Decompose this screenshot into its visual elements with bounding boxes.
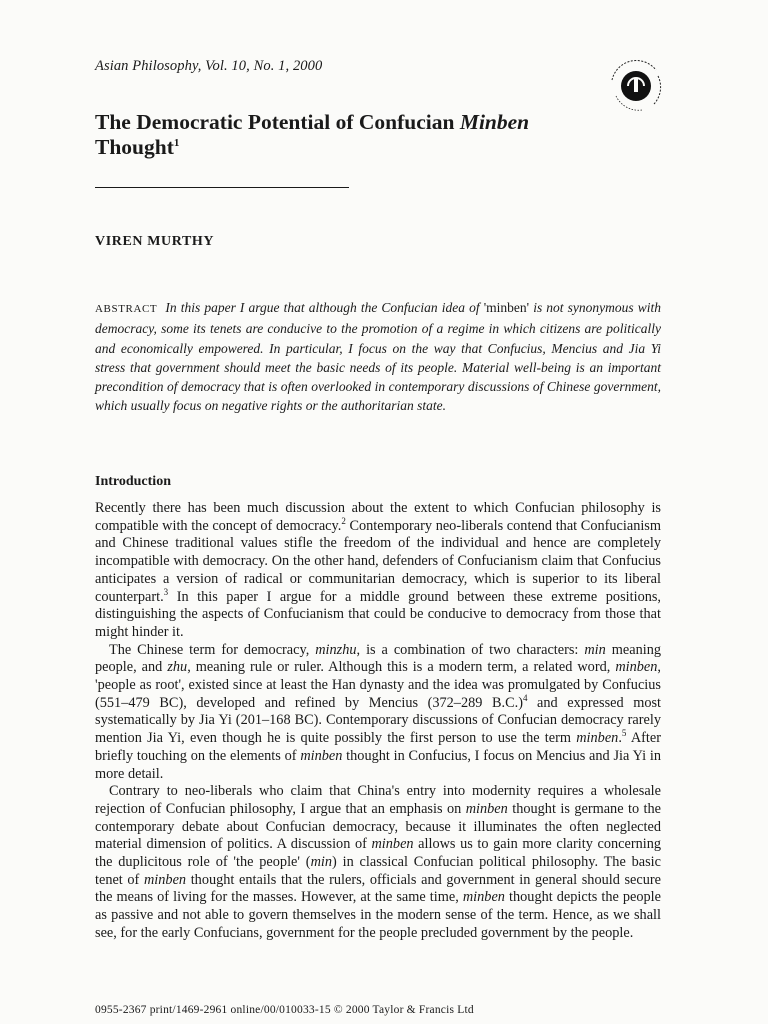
abstract-text-2: is not synonymous with democracy, some its tenets are conducive to the promotion of a regime in which citizens are politically and economically empowered. In particular, I focus on the way that Confucius, Mencius and Jia Yi stress that government should meet the basic needs of its people. Material well-being is an important precondition of democracy that is often overlooked in contemporary discussions of Chinese government, which usually focus on negative rights or the authoritarian state.: [95, 300, 662, 414]
carfax-publishing-logo: [598, 50, 664, 116]
paragraph-1: Recently there has been much discussion about the extent to which Confucian philosophy is compatible with the concept of democracy.$^2$ Contemporary neo-liberals contend that Confucianism and Chinese traditional values stifle the freedom of the individual and hence are completely incompatible with democracy. On the other hand, defenders of Confucianism claim that Confucius anticipates a version of radical or communitarian democracy, which is superior to its liberal counterpart.$^3$ In this paper I argue for a middle ground between these extreme positions, distinguishing the aspects of Confucianism that could be conducive to democracy from those that might hinder it.: [95, 500, 661, 640]
article-title: [95, 110, 655, 160]
author-name: VIREN MURTHY: [95, 234, 215, 249]
title-main: The Democratic Potential of Confucian: [95, 110, 460, 134]
abstract: [95, 298, 661, 416]
journal-citation: Asian Philosophy, Vol. 10, No. 1, 2000: [95, 58, 323, 74]
footnote-ref-5[interactable]: 5: [621, 728, 627, 739]
paragraph-2: The Chinese term for democracy, minzhu, is a combination of two characters: min meaning people, and zhu, meaning rule or ruler. Although this is a modern term, a related word, minben, 'people as root', existed since at least the Han dynasty and the idea was promulgated by Confucius (551–479 BC), developed and refined by Mencius (372–289 B.C.)$^4$ and expressed most systematically by Jia Yi (201–168 BC). Contemporary discussions of Confucian democracy rarely mention Jia Yi, even though he is quite possibly the first person to use the term minben.$^5$ After briefly touching on the elements of minben thought in Confucius, I focus on Mencius and Jia Yi in more detail.: [95, 641, 662, 782]
section-heading: Introduction: [95, 474, 171, 489]
title-footnote-mark[interactable]: 1: [173, 136, 180, 149]
abstract-text-1: In this paper I argue that although the Confucian idea of: [165, 300, 480, 315]
title-line2: Thought: [95, 135, 174, 159]
footnote-ref-3[interactable]: 3: [163, 586, 169, 597]
copyright-footer: 0955-2367 print/1469-2961 online/00/010033-15 © 2000 Taylor & Francis Ltd: [95, 1004, 474, 1016]
paragraph-3: Contrary to neo-liberals who claim that China's entry into modernity requires a wholesale rejection of Confucian philosophy, I argue that an emphasis on minben thought is germane to the contemporary debate about Confucian democracy, because it illuminates the often neglected material dimension of politics. A discussion of minben allows us to gain more clarity concerning the duplicitous role of 'the people' (min) in classical Confucian political philosophy. The basic tenet of minben thought entails that the rulers, officials and government in general should secure the means of living for the masses. However, at the same time, minben thought depicts the people as passive and not able to govern themselves in the modern sense of the term. Hence, as we shall see, for the early Confucians, government for the people precluded government by the people.: [95, 783, 662, 941]
footnote-ref-2[interactable]: 2: [341, 515, 346, 526]
abstract-label: ABSTRACT: [95, 303, 158, 315]
abstract-term: 'minben': [483, 300, 530, 315]
body-text: [95, 500, 661, 943]
title-divider: [95, 187, 349, 188]
title-italic-term: Minben: [459, 110, 530, 134]
footnote-ref-4[interactable]: 4: [522, 692, 528, 703]
